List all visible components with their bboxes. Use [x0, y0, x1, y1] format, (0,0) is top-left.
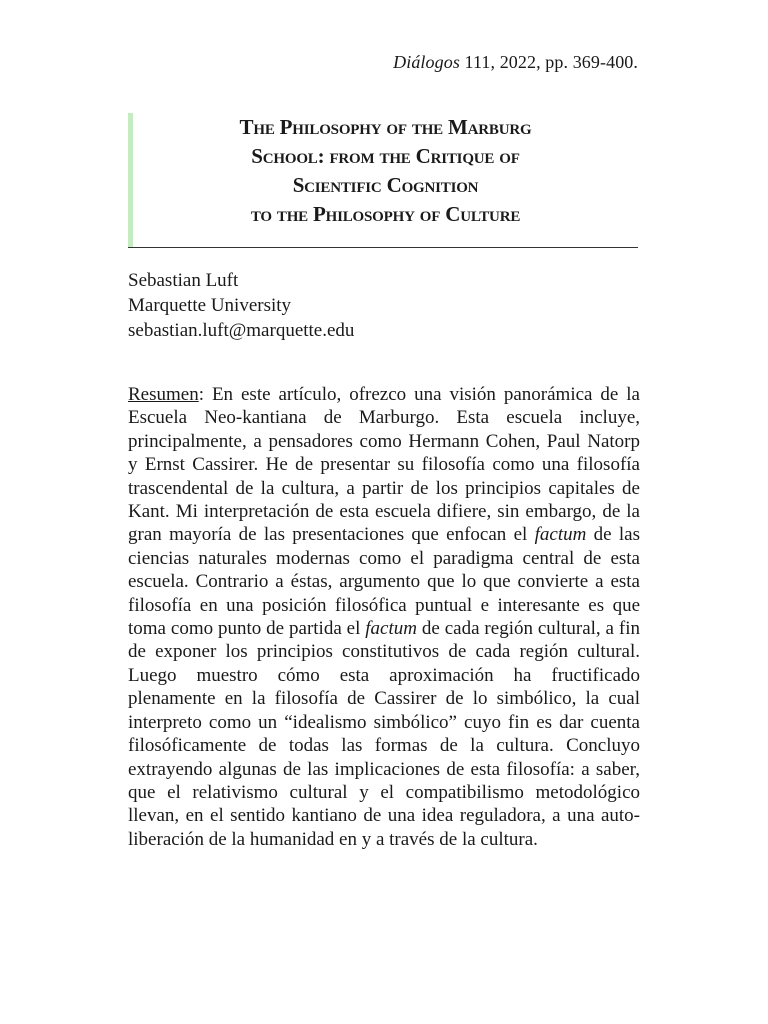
title-line: to the Philosophy of Culture: [250, 202, 521, 226]
abstract-emphasis: factum: [534, 524, 587, 546]
title-divider: [128, 247, 638, 248]
abstract-text: En este artículo, ofrezco una visión panorámica de la Escuela Neo-kantiana de Marburgo. Esta escuela incluye, principalmente, a pensadores como Hermann Cohen, Paul Natorp y Ernst Cassirer. He de presentar su filosofía como una filosofía trascendental de la cultura, a partir de los principios capitales de Kant. Mi interpretación de esta escuela difiere, sin embargo, de la gran mayoría de las presentaciones que enfocan el: [128, 384, 640, 546]
title-line: The Philosophy of the Marburg: [239, 115, 532, 139]
abstract-emphasis: factum: [365, 618, 417, 640]
title-line: Scientific Cognition: [292, 173, 479, 197]
running-header: [393, 52, 638, 73]
abstract: [128, 383, 640, 851]
author-affiliation: Marquette University: [128, 295, 292, 316]
article-title: [133, 113, 638, 229]
abstract-text: de las ciencias naturales modernas como el paradigma central de esta escuela. Contrario a éstas, argumento que lo que convierte a esta filosofía en una posición filosófica puntual e interesante es que toma como punto de partida el: [128, 524, 640, 640]
journal-citation: 111, 2022, pp. 369-400.: [459, 52, 638, 72]
author-block: [128, 268, 354, 343]
title-line: School: from the Critique of: [251, 144, 520, 168]
abstract-colon: :: [198, 384, 204, 405]
abstract-label: Resumen: [128, 384, 199, 405]
author-name: Sebastian Luft: [128, 270, 239, 291]
title-block: [128, 113, 638, 248]
abstract-text: de cada región cultural, a fin de exponer los principios constitutivos de cada región cultural. Luego muestro cómo esta aproximación ha fructificado plenamente en la filosofía de Cassirer de lo simbólico, la cual interpreto como un “idealismo simbólico” cuyo fin es dar cuenta filosóficamente de todas las formas de la cultura. Concluyo extrayendo algunas de las implicaciones de esta filosofía: a saber, que el relativismo cultural y el compatibilismo metodológico llevan, en el sentido kantiano de una idea reguladora, a una auto-liberación de la humanidad en y a través de la cultura.: [128, 618, 640, 850]
journal-name: Diálogos: [393, 52, 460, 72]
author-email: sebastian.luft@marquette.edu: [128, 320, 355, 341]
